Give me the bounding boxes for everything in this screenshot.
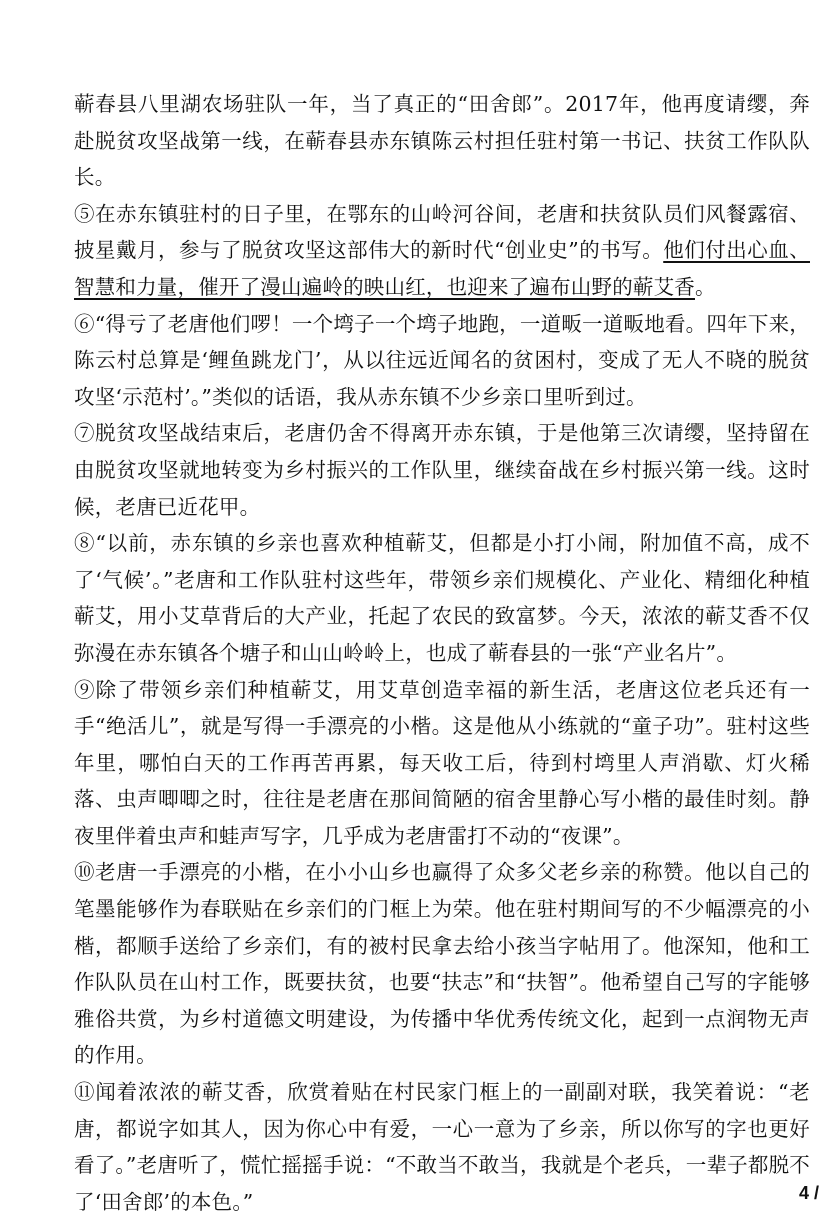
paragraph-5-tail: 。 bbox=[695, 274, 716, 299]
underlined-sentence: 他们付出心血、智慧和力量，催开了漫山遍岭的映山红，也迎来了遍布山野的蕲艾香 bbox=[74, 238, 810, 299]
paragraph-11: ⑪闻着浓浓的蕲艾香，欣赏着贴在村民家门框上的一副副对联，我笑着说：“老唐，都说字如其人，因为你心中有爱，一心一意为了乡亲，所以你写的字也更好看了。”老唐听了，慌忙摇摇手说：“不敢当不敢当，我就是个老兵，一辈子都脱不了‘田舍郎’的本色。” bbox=[74, 1080, 810, 1214]
paragraph-10: ⑩老唐一手漂亮的小楷，在小小山乡也赢得了众多父老乡亲的称赞。他以自己的笔墨能够作为春联贴在乡亲们的门框上为荣。他在驻村期间写的不少幅漂亮的小楷，都顺手送给了乡亲们，有的被村民拿去给小孩当字帖用了。他深知，他和工作队队员在山村工作，既要扶贫，也要“扶志”和“扶智”。他希望自己写的字能够雅俗共赏，为乡村道德文明建设，为传播中华优秀传统文化，起到一点润物无声的作用。 bbox=[74, 860, 810, 1068]
paragraph-7: ⑦脱贫攻坚战结束后，老唐仍舍不得离开赤东镇，于是他第三次请缨，坚持留在由脱贫攻坚就地转变为乡村振兴的工作队里，继续奋战在乡村振兴第一线。这时候，老唐已近花甲。 bbox=[74, 421, 810, 519]
document-body bbox=[74, 86, 810, 1220]
paragraph-4-continued: 蕲春县八里湖农场驻队一年，当了真正的“田舍郎”。2017年，他再度请缨，奔赴脱贫攻坚战第一线，在蕲春县赤东镇陈云村担任驻村第一书记、扶贫工作队队长。 bbox=[74, 92, 810, 190]
paragraph-8: ⑧“以前，赤东镇的乡亲也喜欢种植蕲艾，但都是小打小闹，附加值不高，成不了‘气候’。”老唐和工作队驻村这些年，带领乡亲们规模化、产业化、精细化种植蕲艾，用小艾草背后的大产业，托起了农民的致富梦。今天，浓浓的蕲艾香不仅弥漫在赤东镇各个塘子和山山岭岭上，也成了蕲春县的一张“产业名片”。 bbox=[74, 531, 810, 665]
paragraph-5-text: ⑤在赤东镇驻村的日子里，在鄂东的山岭河谷间，老唐和扶贫队员们风餐露宿、披星戴月，参与了脱贫攻坚这部伟大的新时代“创业史”的书写。 bbox=[74, 201, 810, 263]
page-number: 4 / bbox=[798, 1183, 819, 1203]
paragraph-9: ⑨除了带领乡亲们种植蕲艾，用艾草创造幸福的新生活，老唐这位老兵还有一手“绝活儿”，就是写得一手漂亮的小楷。这是他从小练就的“童子功”。驻村这些年里，哪怕白天的工作再苦再累，每天收工后，待到村塆里人声消歇、灯火稀落、虫声唧唧之时，往往是老唐在那间简陋的宿舍里静心写小楷的最佳时刻。静夜里伴着虫声和蛙声写字，几乎成为老唐雷打不动的“夜课”。 bbox=[74, 677, 810, 848]
paragraph-6: ⑥“得亏了老唐他们啰！一个塆子一个塆子地跑，一道畈一道畈地看。四年下来，陈云村总算是‘鲤鱼跳龙门’，从以往远近闻名的贫困村，变成了无人不晓的脱贫攻坚‘示范村’。”类似的话语，我从赤东镇不少乡亲口里听到过。 bbox=[74, 311, 810, 409]
paragraph-5 bbox=[74, 196, 810, 306]
